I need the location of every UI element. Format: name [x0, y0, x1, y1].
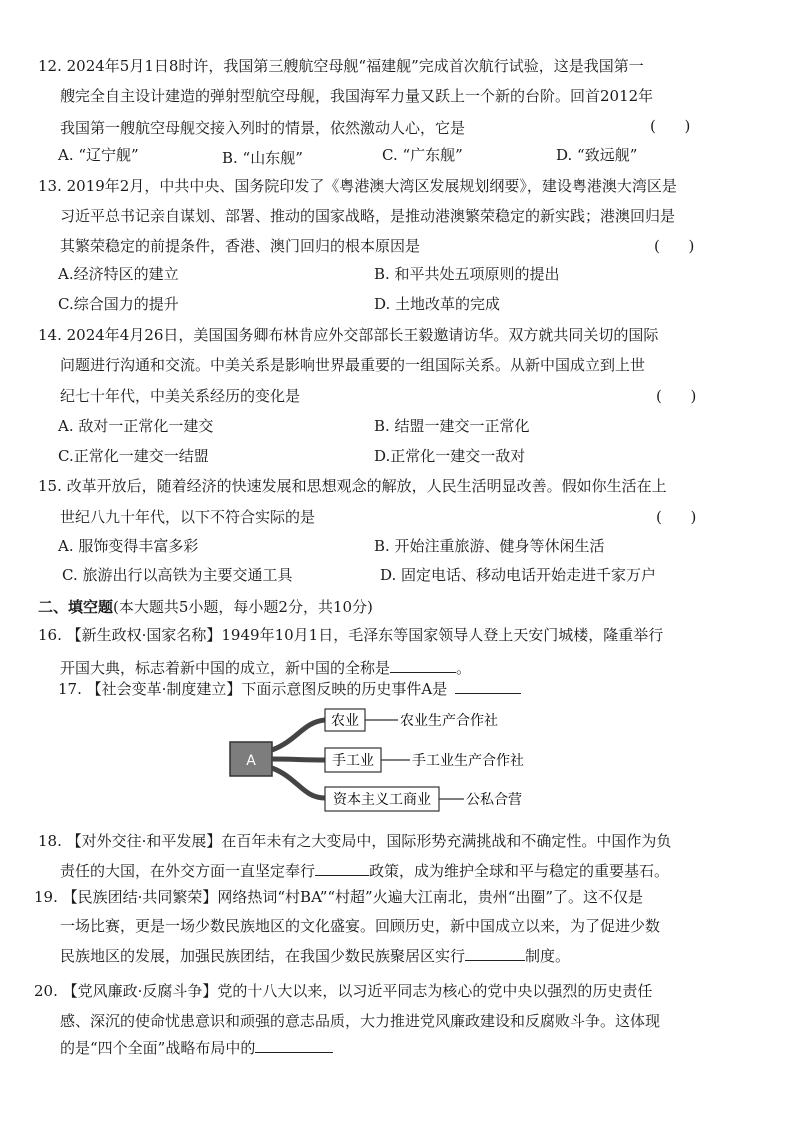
q16-line2-end: 。: [456, 659, 472, 677]
q16-line1: 16. 【新生政权·国家名称】1949年10月1日，毛泽东等国家领导人登上天安门城楼，隆重举行: [38, 626, 664, 644]
q12-option-d[interactable]: D. “致远舰”: [556, 146, 638, 164]
diagram-connector-2: [272, 759, 325, 760]
q14-line2: 问题进行沟通和交流。中美关系是影响世界最重要的一组国际关系。从新中国成立到上世: [60, 356, 646, 374]
q20-line1: 20. 【党风廉政·反腐斗争】党的十八大以来，以习近平同志为核心的党中央以强烈的历史责任: [34, 982, 653, 1000]
q15-option-d[interactable]: D. 固定电话、移动电话开始走进千家万户: [380, 566, 657, 584]
q12-line3: 我国第一艘航空母舰交接入列时的情景，依然激动人心，它是: [60, 119, 466, 137]
q12-option-c[interactable]: C. “广东舰”: [382, 146, 463, 164]
q14-line1: 14. 2024年4月26日，美国国务卿布林肯应外交部部长王毅邀请访华。双方就共同关切的国际: [38, 326, 659, 344]
q12-answer-paren[interactable]: ( ): [650, 117, 691, 135]
q18-line2: [60, 861, 669, 881]
diagram-box-label: 资本主义工商业: [333, 792, 431, 808]
q18-answer-blank[interactable]: [315, 861, 369, 876]
section-note: (本大题共5小题，每小题2分，共10分): [113, 598, 373, 616]
q14-option-d[interactable]: D.正常化一建交一敌对: [374, 447, 526, 465]
diagram-branch-handicraft: [325, 748, 524, 772]
diagram-center-node: [230, 742, 272, 776]
q15-line2: 世纪八九十年代，以下不符合实际的是: [60, 508, 316, 526]
diagram-connector-3: [272, 768, 325, 798]
diagram-result-label: 公私合营: [466, 792, 522, 808]
q15-line1: 15. 改革开放后，随着经济的快速发展和思想观念的解放，人民生活明显改善。假如你生活在上: [38, 477, 667, 495]
q13-option-d[interactable]: D. 土地改革的完成: [374, 295, 501, 313]
q17-line1: [58, 679, 521, 699]
q14-answer-paren[interactable]: ( ): [656, 387, 697, 405]
diagram-branch-agriculture: [325, 709, 498, 731]
q16-answer-blank[interactable]: [390, 658, 456, 673]
q12-option-b[interactable]: B. “山东舰”: [222, 149, 303, 167]
q18-line2-text: 责任的大国，在外交方面一直坚定奉行: [60, 862, 316, 880]
q15-option-b[interactable]: B. 开始注重旅游、健身等休闲生活: [374, 537, 605, 555]
diagram-box-label: 手工业: [332, 753, 374, 769]
q12-line2: 艘完全自主设计建造的弹射型航空母舰，我国海军力量又跃上一个新的台阶。回首2012年: [60, 87, 654, 105]
q12-line1: 12. 2024年5月1日8时许，我国第三艘航空母舰“福建舰”完成首次航行试验，这是我国第一: [38, 57, 644, 75]
q13-line2: 习近平总书记亲自谋划、部署、推动的国家战略，是推动港澳繁荣稳定的新实践；港澳回归是: [60, 207, 676, 225]
q19-line3: [60, 946, 570, 966]
section-heading: [38, 597, 373, 617]
q14-option-c[interactable]: C.正常化一建交一结盟: [58, 447, 209, 465]
q20-line3-text: 的是“四个全面”战略布局中的: [60, 1039, 256, 1057]
q13-option-b[interactable]: B. 和平共处五项原则的提出: [374, 265, 560, 283]
section-title: 二、填空题: [38, 598, 114, 616]
q14-line3: 纪七十年代，中美关系经历的变化是: [60, 387, 301, 405]
q16-line2-text: 开国大典，标志着新中国的成立，新中国的全称是: [60, 659, 391, 677]
q18-line2-end: 政策，成为维护全球和平与稳定的重要基石。: [369, 862, 670, 880]
q20-answer-blank[interactable]: [255, 1038, 333, 1053]
q19-answer-blank[interactable]: [465, 946, 525, 961]
q13-option-c[interactable]: C.综合国力的提升: [58, 295, 179, 313]
q15-option-a[interactable]: A. 服饰变得丰富多彩: [58, 537, 199, 555]
q17-answer-blank[interactable]: [455, 679, 521, 694]
q20-line3: [60, 1038, 333, 1058]
history-diagram: [228, 700, 548, 820]
q19-line3-text: 民族地区的发展，加强民族团结，在我国少数民族聚居区实行: [60, 947, 466, 965]
q15-option-c[interactable]: C. 旅游出行以高铁为主要交通工具: [62, 566, 293, 584]
diagram-branch-capitalist-industry: [325, 787, 522, 811]
q13-answer-paren[interactable]: ( ): [654, 237, 695, 255]
diagram-result-label: 手工业生产合作社: [412, 753, 524, 769]
q18-line1: 18. 【对外交往·和平发展】在百年未有之大变局中，国际形势充满挑战和不确定性。中国作为负: [38, 832, 672, 850]
q14-option-a[interactable]: A. 敌对一正常化一建交: [58, 417, 214, 435]
q16-line2: [60, 658, 471, 678]
q19-line1: 19. 【民族团结·共同繁荣】网络热词“村BA”“村超”火遍大江南北，贵州“出圈”了。这不仅是: [34, 888, 644, 906]
q19-line2: 一场比赛，更是一场少数民族地区的文化盛宴。回顾历史，新中国成立以来，为了促进少数: [60, 917, 661, 935]
diagram-result-label: 农业生产合作社: [400, 713, 498, 729]
q13-option-a[interactable]: A.经济特区的建立: [58, 265, 179, 283]
q13-line1: 13. 2019年2月，中共中央、国务院印发了《粤港澳大湾区发展规划纲要》，建设粤港澳大湾区是: [38, 177, 677, 195]
q15-answer-paren[interactable]: ( ): [656, 508, 697, 526]
q14-option-b[interactable]: B. 结盟一建交一正常化: [374, 417, 530, 435]
q13-line3: 其繁荣稳定的前提条件，香港、澳门回归的根本原因是: [60, 237, 421, 255]
diagram-center-label: A: [246, 753, 256, 769]
diagram-box-label: 农业: [331, 713, 359, 729]
diagram-connector-1: [272, 720, 325, 750]
q19-line3-end: 制度。: [525, 947, 571, 965]
q12-option-a[interactable]: A. “辽宁舰”: [58, 146, 139, 164]
q17-text: 17. 【社会变革·制度建立】下面示意图反映的历史事件A是: [58, 680, 448, 698]
q20-line2: 感、深沉的使命忧患意识和顽强的意志品质，大力推进党风廉政建设和反腐败斗争。这体现: [60, 1012, 661, 1030]
